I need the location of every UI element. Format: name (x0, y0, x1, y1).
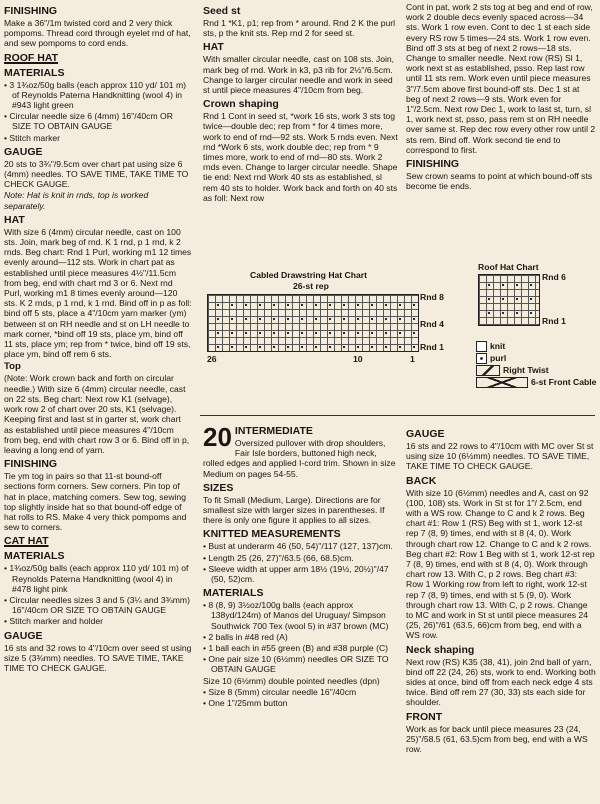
front-text: Work as for back until piece measures 23 (24, 25)"/58.5 (61, 63.5)cm from beg, end with a WS row. (406, 723, 588, 755)
note-text: Note: Hat is knit in rnds, top is worked separately. (4, 190, 149, 211)
purl-dots (479, 275, 539, 325)
legend-knit (476, 340, 596, 352)
hat-heading: HAT (4, 213, 25, 226)
material-item: • 2 balls in #48 red (A) (203, 631, 288, 642)
purl-dots (208, 295, 418, 351)
row-label-rnd1: Rnd 1 (420, 342, 444, 352)
material-item: • Circular needle size 6 (4mm) 16"/40cm OR SIZE TO OBTAIN GAUGE (4, 111, 173, 132)
hat-text: With size 6 (4mm) circular needle, cast on 100 sts. Join, mark beg of rnd. K 1 rnd, p 1 rnd, k 2 rnds. Beg chart: Rnd 1 Purl, working m1 12 times evenly around—112 sts. Work in chart pat as established until piece measures 4½"/11.5cm from beg, end with chart rnd 3 or 6. Next rnd Purl, working m1 8 times evenly around—120 sts. K 2 rnds, p 1 rnd, k 1 rnd. Bind off in p as foll: bind off 5 sts, place a 4"/10cm yarn marker (ym) between st on RH needle and st on LH needle to mark corner, *bind off 19 sts, place ym, bind off 11 sts, place ym; rep from * twice, bind off 19 sts, place ym, bind off rem 6 sts. (4, 226, 192, 360)
chart-title: Cabled Drawstring Hat Chart (250, 270, 367, 280)
chart-grid (207, 294, 419, 352)
finishing2-heading: FINISHING (4, 458, 58, 471)
level-heading: INTERMEDIATE (234, 425, 313, 437)
sizes-heading: SIZES (203, 481, 234, 494)
material-item: • One pair size 10 (6½mm) needles OR SIZE TO OBTAIN GAUGE (203, 654, 389, 675)
intro-text: Oversized pullover with drop shoulders, Fair Isle borders, buttoned high neck, rolled edges and applied I-cord trim. Shown in size Medium on pages 54-55. (203, 438, 396, 479)
hat-heading: HAT (203, 41, 224, 54)
gauge-heading: GAUGE (4, 145, 43, 158)
back-heading: BACK (406, 474, 437, 487)
gauge-text: 20 sts to 3¾"/9.5cm over chart pat using size 6 (4mm) needles. TO SAVE TIME, TAKE TIME TO CHECK GAUGE. (4, 158, 189, 190)
cat-gauge-heading: GAUGE (4, 629, 43, 642)
pattern-number: 20 (203, 425, 232, 452)
section-divider (200, 415, 595, 416)
cable-swatch (476, 377, 528, 388)
row-label-rnd6: Rnd 6 (542, 272, 566, 282)
seed-st-heading: Seed st (203, 5, 241, 17)
crown-shaping-text: Rnd 1 Cont in seed st, *work 16 sts, work 3 sts tog twice—double dec; rep from * for 4 times more, work to end of rnd—92 sts. Work 5 rnds even. Next rnd *Work 6 sts, work double dec; rep from * 9 times more, work to end of rnd—80 sts. Work 2 rnds even. Change to larger circular needle. Shape tie end: Next rnd Work 40 sts as established, sl rem 40 sts to holder. Work back and forth on 40 sts as foll: Next row (203, 111, 398, 203)
measurement-item: • Sleeve width at upper arm 18½ (19½, 20½)"/47 (50, 52)cm. (203, 563, 389, 585)
col-label-1: 1 (410, 354, 415, 364)
pattern-20-column-b (406, 425, 596, 802)
material-item: • 8 (8, 9) 3½oz/100g balls (each approx 138yd/124m) of Manos del Uruguay/ Simpson Southwick 700 Tex (wool 5) in #37 brown (MC) (203, 600, 389, 631)
right-twist-swatch (476, 365, 500, 376)
row-label-rnd8: Rnd 8 (420, 292, 444, 302)
column-1 (4, 2, 192, 802)
cabled-hat-chart (205, 262, 465, 372)
neck-shaping-text: Next row (RS) K35 (38, 41), join 2nd ball of yarn, bind off 22 (24, 26) sts, work to end. Working both sides at once, bind off from each neck edge 4 sts twice. Bind off rem 27 (30, 33) sts each side for shoulder. (406, 656, 596, 708)
roof-hat-chart (470, 262, 598, 337)
chart-rep-label: 26-st rep (293, 281, 329, 291)
tie-end-text: Cont in pat, work 2 sts tog at beg and end of row, work 2 double decs evenly spaced across—34 sts. Work 1 row even. Cont to dec 1 st each side every RS row 5 times—24 sts. Work 1 row even. Bind off 3 sts at beg of next 2 rows—18 sts. Change to smaller needle. Next row (RS) Sl 1, work next st as established, psso. Rep last row until 11 sts rem. Work even until piece measures 3"/7.5cm above first bound-off sts. Dec 1 st at beg of next 2 rows—9 sts. Work even for 1"/2.5cm. Next row Dec 1, work to last st, turn, sl 1, work next st, psso, pass rem st on RH needle over same st. Rep dec row every other row until 2 sts rem. Bind off. Work second tie end to correspond to first. (406, 2, 596, 155)
top-heading: Top (4, 361, 21, 373)
finishing-heading: FINISHING (4, 5, 58, 17)
measurement-item: • Bust at underarm 46 (50, 54)"/117 (127, 137)cm. (203, 541, 393, 552)
materials-heading: MATERIALS (203, 587, 264, 600)
chart-title: Roof Hat Chart (478, 262, 539, 272)
gauge-text: 16 sts and 22 rows to 4"/10cm with MC over St st using size 10 (6½mm) needles. TO SAVE TIME, TAKE TIME TO CHECK GAUGE. (406, 441, 594, 472)
seed-st-text: Rnd 1 *K1, p1; rep from * around. Rnd 2 K the purl sts, p the knit sts. Rep rnd 2 for seed st. (203, 18, 396, 39)
measurements-heading: KNITTED MEASUREMENTS (203, 528, 341, 541)
material-item: • 3 1¾oz/50g balls (each approx 110 yd/ 101 m) of Reynolds Paterna Handknitting (wool 4) in #943 light green (4, 79, 186, 111)
legend-label: purl (490, 353, 507, 363)
gauge-heading: GAUGE (406, 428, 445, 440)
top-text: (Note: Work crown back and forth on circular needle.) With size 6 (4mm) circular needle, cast on 22 sts. Beg chart: Next row K1 (selvage), work row 2 of chart over 20 sts, K1 (selvage). Keeping first and last st in garter st, work chart as established until piece measures 4"/10cm from beg, end with chart row 3 or 6. Bind off in p, leaving a long end of yarn. (4, 373, 190, 455)
material-item: • Circular needles sizes 3 and 5 (3¼ and 3¾mm) 16"/40cm OR SIZE TO OBTAIN GAUGE (4, 594, 190, 616)
finishing-heading: FINISHING (406, 158, 460, 171)
material-item: Size 10 (6½mm) double pointed needles (dpn) (203, 675, 380, 686)
chart-legend (476, 340, 596, 388)
sizes-text: To fit Small (Medium, Large). Directions are for smallest size with larger sizes in parentheses. If there is only one figure it applies to all sizes. (203, 494, 385, 526)
hat-text: With smaller circular needle, cast on 108 sts. Join, mark beg of rnd. Work in k3, p3 rib for 2½"/6.5cm. Change to larger circular needle and work in seed st until piece measures 4"/10cm from beg. (203, 54, 395, 96)
material-item: • Stitch marker and holder (4, 616, 104, 627)
column-3 (406, 2, 596, 227)
knit-swatch (476, 341, 487, 352)
legend-purl (476, 352, 596, 364)
front-heading: FRONT (406, 710, 443, 723)
row-label-rnd4: Rnd 4 (420, 319, 444, 329)
finishing-text: Make a 36"/1m twisted cord and 2 very thick pompoms. Thread cord through eyelet rnd of hat, and sew pompoms to cord ends. (4, 18, 191, 49)
pattern-20-column-a (203, 425, 398, 802)
cat-materials-heading: MATERIALS (4, 550, 65, 563)
roof-hat-heading: ROOF HAT (4, 51, 59, 64)
finishing2-text: Tie ym tog in pairs so that 11-st bound-off sections form corners. Sew corners. Pin top of hat in place, matching corners. Sew tog, sewing top slightly inside hat so that bound-off edge of hat rolls to RS. Make 4 very thick pompoms and sew to corners. (4, 471, 187, 533)
col-label-10: 10 (353, 354, 363, 364)
legend-cable (476, 376, 596, 388)
neck-shaping-heading: Neck shaping (406, 643, 475, 656)
purl-swatch (476, 353, 487, 364)
material-item: • 1¾oz/50g balls (each approx 110 yd/ 101 m) of Reynolds Paterna Handknitting (wool 4) in #478 light pink (4, 563, 189, 594)
cat-gauge-text: 16 sts and 32 rows to 4"/10cm over seed st using size 5 (3¾mm) needles. TO SAVE TIME, TAKE TIME TO CHECK GAUGE. (4, 642, 192, 673)
finishing-text: Sew crown seams to point at which bound-off sts become tie ends. (406, 171, 593, 192)
legend-twist (476, 364, 596, 376)
measurement-item: • Length 25 (26, 27)"/63.5 (66, 68.5)cm. (203, 552, 354, 563)
material-item: • Size 8 (5mm) circular needle 16"/40cm (203, 686, 357, 697)
row-label-rnd1: Rnd 1 (542, 316, 566, 326)
crown-shaping-heading: Crown shaping (203, 98, 279, 111)
material-item: • One 1"/25mm button (203, 698, 288, 709)
legend-label: 6-st Front Cable (531, 377, 597, 387)
col-label-26: 26 (207, 354, 217, 364)
chart-grid (478, 274, 540, 326)
materials-heading: MATERIALS (4, 66, 65, 79)
column-2 (203, 2, 398, 257)
legend-label: Right Twist (503, 365, 549, 375)
legend-label: knit (490, 341, 506, 351)
cat-hat-heading: CAT HAT (4, 535, 49, 548)
material-item: • Stitch marker (4, 132, 61, 143)
back-text: With size 10 (6½mm) needles and A, cast on 92 (100, 108) sts. Work in St st for 1"/ 2.5cm, end with a WS row. Change to C and k 2 rows. Beg chart #1: Row 1 (RS) Beg with st 1, work 12-st rep 7 (8, 9) times, end with st 8 (4, 0). Work through chart row 12. Change to C and k 2 rows. Beg chart #2: Row 1 Beg with st 1, work 12-st rep 7 (8, 9) times, end with st 8 (4, 0). Work through chart row 13. With C, p 2 rows. Beg chart #3: Row 1 Working row from left to right, work 12-st rep 7 (8, 9) times, end with st 5 (9, 0). Work through chart row 13. With C, p 2 rows. Change to MC and work in St st until piece measures 24 (25, 26)"/61 (63.5, 66)cm from beg, end with a WS row. (406, 487, 595, 641)
material-item: • 1 ball each in #55 green (B) and #38 purple (C) (203, 643, 389, 654)
